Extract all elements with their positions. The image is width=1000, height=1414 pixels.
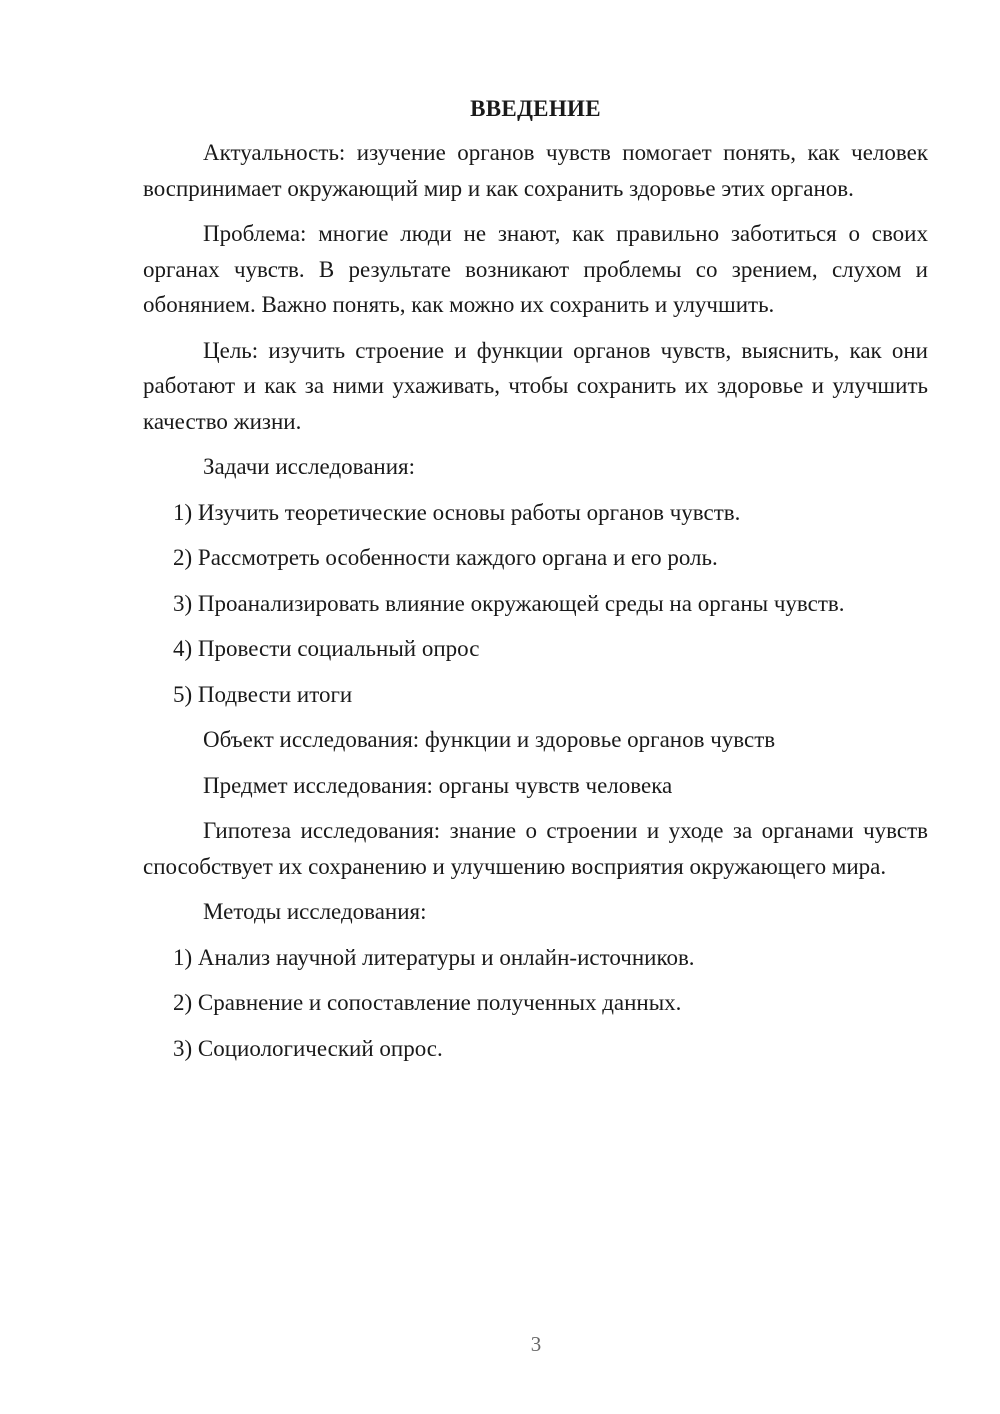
task-item: 1) Изучить теоретические основы работы органов чувств. [173,499,741,525]
hypothesis-paragraph: Гипотеза исследования: знание о строении и уходе за органами чувств способствует их сохранению и улучшению восприятия окружающего мира. [143,818,928,879]
method-item: 2) Сравнение и сопоставление полученных данных. [173,990,682,1015]
task-item: 2) Рассмотреть особенности каждого органа и его роль. [173,545,718,570]
method-item: 3) Социологический опрос. [173,1035,443,1061]
research-object: Объект исследования: функции и здоровье органов чувств [203,727,776,752]
relevance-paragraph: Актуальность: изучение органов чувств помогает понять, как человек воспринимает окружающий мир и как сохранить здоровье этих органов. [143,140,928,201]
task-item: 5) Подвести итоги [173,681,353,707]
method-item: 1) Анализ научной литературы и онлайн-источников. [173,944,695,970]
research-subject: Предмет исследования: органы чувств человека [203,772,673,798]
page-title: ВВЕДЕНИЕ [470,96,601,121]
goal-paragraph: Цель: изучить строение и функции органов чувств, выяснить, как они работают и как за ними ухаживать, чтобы сохранить их здоровье и улучшить качество жизни. [143,337,928,434]
document-page [143,92,928,1076]
problem-paragraph: Проблема: многие люди не знают, как правильно заботиться о своих органах чувств. В результате возникают проблемы со зрением, слухом и обонянием. Важно понять, как можно их сохранить и улучшить. [143,221,928,317]
task-item: 4) Провести социальный опрос [173,636,480,661]
tasks-heading: Задачи исследования: [203,454,416,479]
methods-heading: Методы исследования: [203,899,427,924]
page-number: 3 [530,1332,542,1356]
task-item: 3) Проанализировать влияние окружающей среды на органы чувств. [173,590,845,616]
